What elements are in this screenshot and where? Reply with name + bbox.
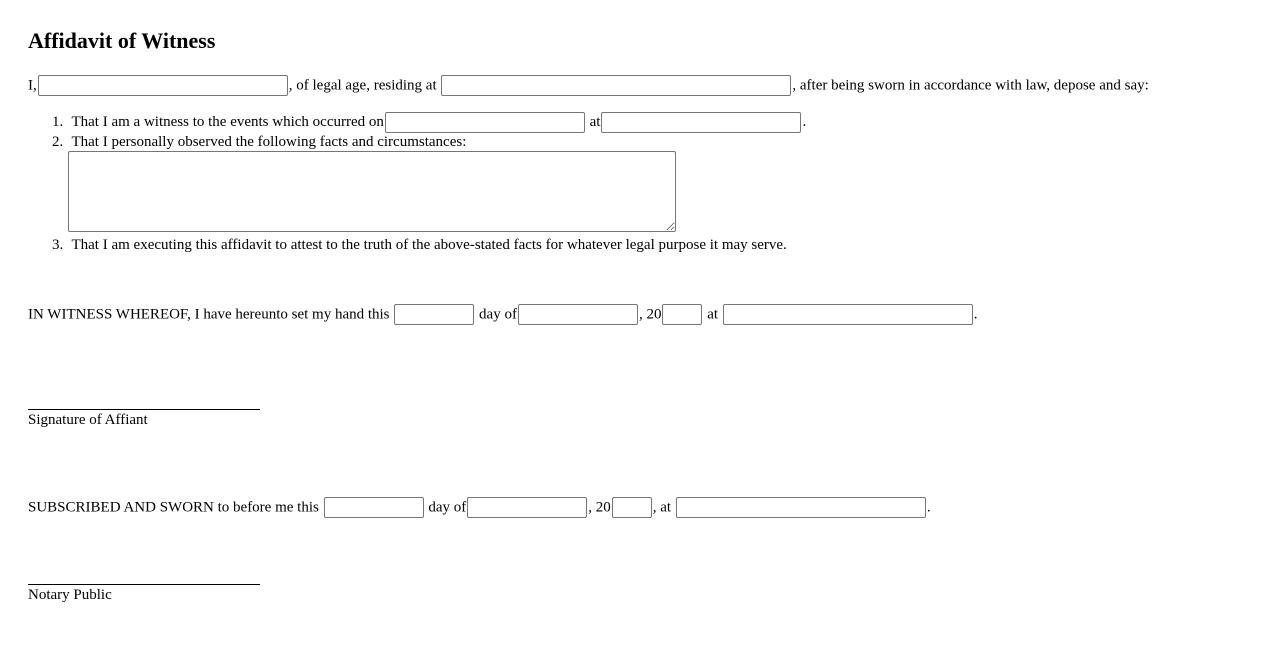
witness-at-label: at <box>707 306 719 323</box>
residence-address-field[interactable] <box>441 75 791 96</box>
witness-month-field[interactable] <box>518 304 638 325</box>
list-item-text: That I personally observed the following facts and circumstances: <box>71 134 467 150</box>
facts-textarea[interactable] <box>68 151 676 232</box>
sworn-day-field[interactable] <box>324 497 424 518</box>
sworn-day-of-label: day of <box>428 499 467 516</box>
sworn-month-field[interactable] <box>467 497 587 518</box>
sworn-place-field[interactable] <box>676 497 926 518</box>
witness-day-field[interactable] <box>394 304 474 325</box>
list-item-number: 3. <box>52 237 64 253</box>
list-item-2 <box>52 132 466 152</box>
witness-year-field[interactable] <box>662 304 702 325</box>
witness-clause-line <box>28 303 978 325</box>
witness-place-field[interactable] <box>723 304 973 325</box>
list-item-3 <box>52 235 787 255</box>
affiant-name-field[interactable] <box>38 75 288 96</box>
intro-mid: , of legal age, residing at <box>288 77 437 94</box>
list-item-number: 1. <box>52 114 64 130</box>
intro-suffix: , after being sworn in accordance with law, depose and say: <box>792 77 1149 94</box>
witness-year-prefix: , 20 <box>638 306 662 323</box>
affiant-signature-label: Signature of Affiant <box>28 412 148 428</box>
list-item-text: That I am executing this affidavit to attest to the truth of the above-stated facts for whatever legal purpose it may serve. <box>71 237 787 253</box>
intro-line <box>28 74 1149 96</box>
notary-public-label: Notary Public <box>28 587 112 603</box>
sworn-year-field[interactable] <box>612 497 652 518</box>
page-title: Affidavit of Witness <box>28 28 216 53</box>
event-date-field[interactable] <box>385 112 585 133</box>
list-item-end: . <box>802 114 807 130</box>
list-item-at-label: at <box>589 114 601 130</box>
sworn-clause-line <box>28 496 931 518</box>
sworn-clause-prefix: SUBSCRIBED AND SWORN to before me this <box>28 499 319 516</box>
witness-clause-end: . <box>973 306 978 323</box>
sworn-clause-end: . <box>926 499 931 516</box>
sworn-year-prefix: , 20 <box>588 499 611 516</box>
sworn-at-label: , at <box>652 499 672 516</box>
event-location-field[interactable] <box>601 112 801 133</box>
witness-clause-prefix: IN WITNESS WHEREOF, I have hereunto set my hand this <box>28 306 390 323</box>
list-item-number: 2. <box>52 134 64 150</box>
list-item-1 <box>52 112 806 133</box>
list-item-text: That I am a witness to the events which occurred on <box>71 114 384 130</box>
intro-prefix: I, <box>28 77 37 94</box>
witness-day-of-label: day of <box>479 306 517 323</box>
